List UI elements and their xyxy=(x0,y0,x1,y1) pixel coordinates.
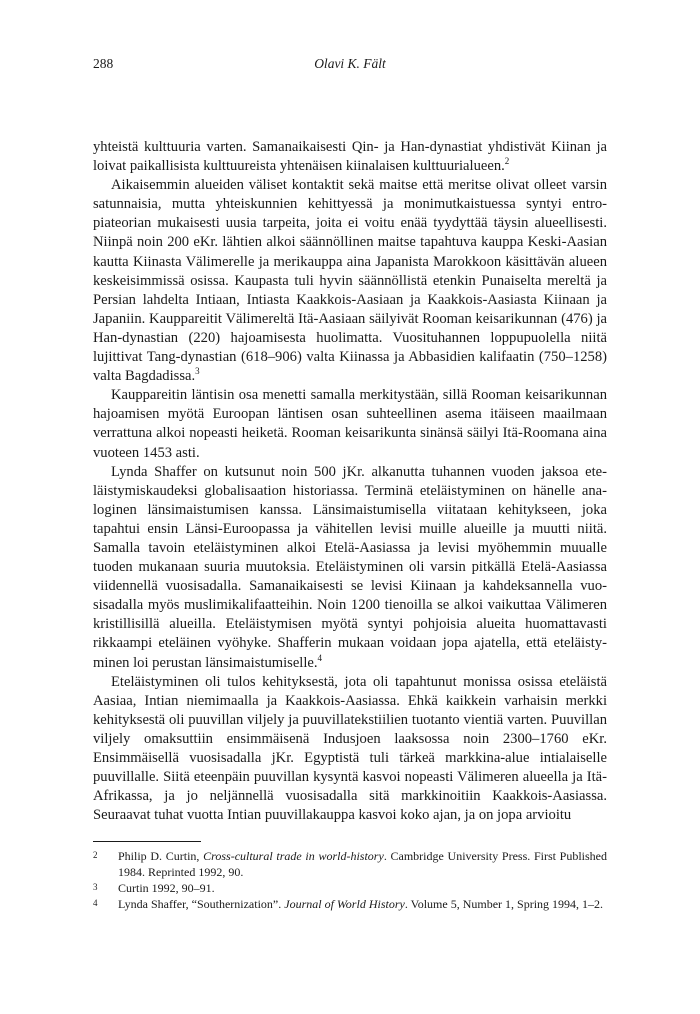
paragraph xyxy=(93,463,607,673)
footnote-title: Cross-cultural trade in world-history xyxy=(203,849,384,863)
footnote-text-part: . Volume 5, Number 1, Spring 1994, 1–2. xyxy=(404,897,604,911)
paragraph-text: Kauppareitin läntisin osa menetti samalla merkitystään, sillä Rooman keisarikunnan hajoamisen myötä Euroopan läntisen osan suhteellinen asema itäiseen maailmaan verrattuna alkoi nopeasti heiketä. Rooman keisarikunta sinänsä säilyi Itä-Roomana aina vuoteen 1453 asti. xyxy=(93,387,607,461)
paragraph-text: Lynda Shaffer on kutsunut noin 500 jKr. alkanutta tuhannen vuoden jaksoa eteläistymiskaudeksi globalisaation historiassa. Terminä eteläistyminen on hänelle analoginen länsimaistumisen kanssa. Länsimaistumisella viitataan kehitykseen, joka tapahtui ensin Länsi-Euroopassa ja vähitellen levisi muille alueille ja muutti niitä. Samalla tavoin eteläistyminen alkoi Etelä-Aasiassa ja levisi myöhemmin muualle tuoden mukanaan suuria muutoksia. Eteläistyminen oli varsin pitkällä Etelä-Aasiassa viidennellä vuosisadalla. Samanaikaisesti se levisi Kiinaan ja kahdeksannella vuosisadalla myös muslimikalifaatteihin. Noin 1200 tienoilla se alkoi vaikuttaa Välimeren kristillisillä alueilla. Eteläistymisen myötä syntyi pohjoisia alueita huomattavasti rikkaampi eteläinen vyöhyke. Shafferin mukaan voidaan jopa ajatella, että eteläistyminen loi perustan länsimaistumiselle. xyxy=(93,463,607,671)
footnote-ref[interactable]: 4 xyxy=(317,652,323,663)
footnote-text-part: Lynda Shaffer, “Southernization”. xyxy=(118,897,285,911)
paragraph-text: Eteläistyminen oli tulos kehityksestä, jota oli tapahtunut monissa osissa eteläistä Aasiaa, Intian niemimaalla ja Kaakkois-Aasiassa. Ehkä kaikkein varhaisin merkki kehityksestä oli puuvillan viljely ja puuvillatekstiilien tuotanto vientiä varten. Puuvillan viljely omaksuttiin ensimmäisenä Indusjoen laaksossa noin 2300–1760 eKr. Ensimmäisellä vuosisadalla jKr. Egyptistä tuli tärkeä markkina-alue intialaiselle puuvillalle. Siitä eteenpäin puuvillan kysyntä kasvoi nopeasti Välimeren alueella ja Itä-Afrikassa, ja jo neljännellä vuosisadalla sitä markkinoitiin Kaakkois-Aasiassa. Seuraavat tuhat vuotta Intian puuvillakauppa kasvoi koko ajan, ja on jopa arvioitu xyxy=(93,673,607,824)
footnote-number: 3 xyxy=(93,882,98,892)
paragraph xyxy=(93,176,607,386)
body-text xyxy=(93,138,607,825)
footnote-text-part: . Cambridge University Press. First Published 1984. Reprinted 1992, 90. xyxy=(118,849,607,879)
paragraph xyxy=(93,673,607,826)
footnote-number: 2 xyxy=(93,850,98,860)
footnote-ref[interactable]: 3 xyxy=(195,366,200,377)
footnote xyxy=(93,848,607,880)
page-header xyxy=(93,56,607,76)
footnotes xyxy=(93,848,607,912)
footnote-title: Journal of World History xyxy=(284,897,405,911)
footnote-divider xyxy=(93,841,201,842)
paragraph xyxy=(93,386,607,462)
running-head: Olavi K. Fält xyxy=(314,56,386,71)
footnote-text xyxy=(118,896,607,912)
footnote-text xyxy=(118,880,607,896)
footnote-text-part: Philip D. Curtin, xyxy=(118,849,204,863)
footnote xyxy=(93,880,607,896)
paragraph-text: yhteistä kulttuuria varten. Samanaikaisesti Qin- ja Han-dynastiat yhdistivät Kiinan ja loivat paikallisista kulttuureista yhtenäisen kiinalaisen kulttuurialueen. xyxy=(93,139,607,175)
footnote-text xyxy=(118,848,607,880)
footnote xyxy=(93,896,607,912)
footnote-ref[interactable]: 2 xyxy=(504,156,510,167)
paragraph xyxy=(93,138,607,176)
paragraph-text: Aikaisemmin alueiden väliset kontaktit sekä maitse että meritse olivat olleet varsin satunnaisia, mutta yhteiskunnien kehittyessä ja monimutkaistuessa syntyi entropiateorian mukaisesti uusia tarpeita, joita ei voitu enää tyydyttää täysin alueellisesti. Niinpä noin 200 eKr. lähtien alkoi säännöllinen maitse tapahtuva kauppa Keski-Aasian kautta Kiinasta Välimerelle ja merikauppa aina Japanista Marokkoon käsittävän alueen keskeisimmissä osissa. Kaupasta tuli hyvin säännöllistä etenkin Punaiselta mereltä ja Persian lahdelta Intiaan, Intiasta Kaakkois-Aasiaan ja Kaakkois-Aasiasta Kiinaan ja Japaniin. Kauppareitit Välimereltä Itä-Aasiaan säilyivät Rooman keisarikunnan (476) ja Han-dynastian (220) hajoamisesta huolimatta. Vuosituhannen loppupuolella niitä lujittivat Tang-dynastian (618–906) valta Kiinassa ja Abbasidien kalifaatin (750–1258) valta Bagdadissa. xyxy=(93,177,607,385)
footnote-text-part: Curtin 1992, 90–91. xyxy=(118,881,215,895)
footnote-number: 4 xyxy=(93,898,98,908)
page-number: 288 xyxy=(93,56,114,71)
